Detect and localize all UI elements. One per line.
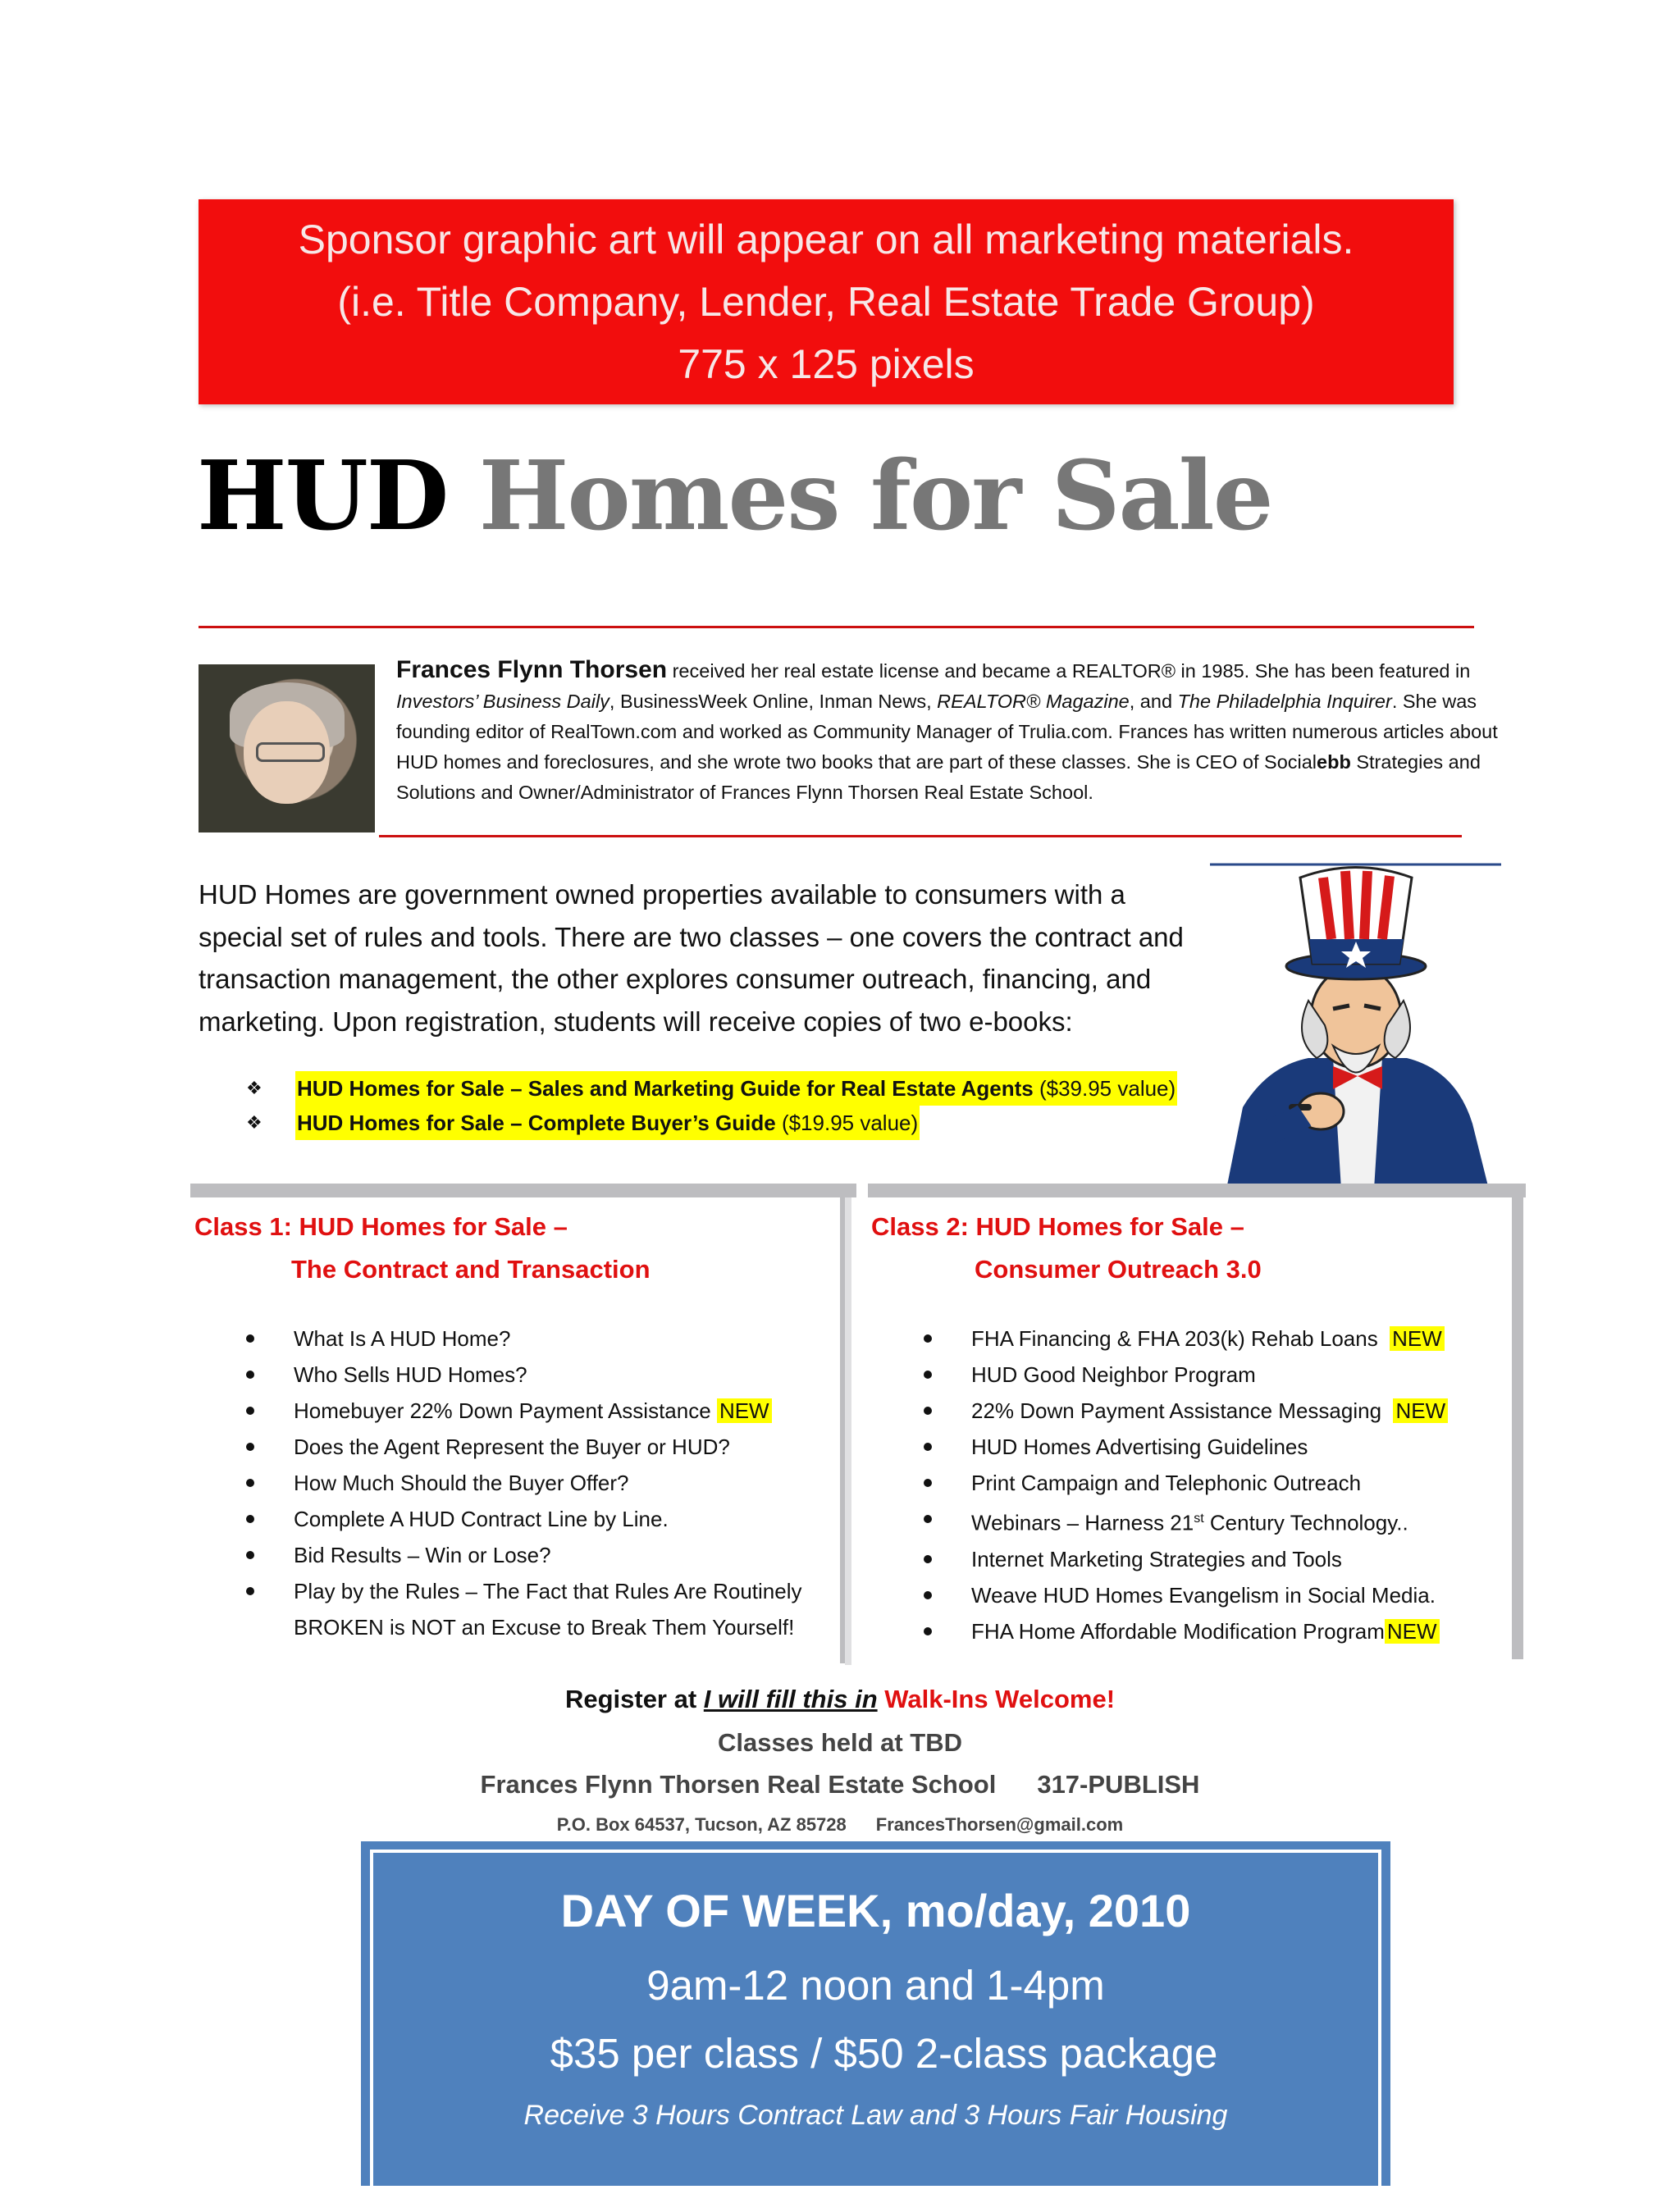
new-badge: NEW [1393,1398,1448,1423]
class1-panel-top [190,1184,856,1197]
title-divider [199,626,1474,628]
ebook-value: ($39.95 value) [1033,1076,1176,1101]
author-bio [396,655,1536,808]
ebook-title: HUD Homes for Sale – Sales and Marketing Guide for Real Estate Agents [297,1076,1034,1101]
ebook-item [246,1071,1177,1106]
list-item: What Is A HUD Home? [294,1321,819,1357]
ebook-list [246,1071,1177,1140]
class2-heading-line2: Consumer Outreach 3.0 [975,1255,1262,1284]
bio-text: . She was founding editor of RealTown.com and worked as Community Manager of Trulia.com. Frances has written numerous articles about HUD homes and foreclosures, and she wrote two books that are part of these classes. She is CEO of Social [396,691,1498,773]
new-badge: NEW [717,1398,772,1423]
class1-heading-line1: Class 1: HUD Homes for Sale – [194,1212,568,1241]
bio-text: Strategies and Solutions and Owner/Administrator of Frances Flynn Thorsen Real Estate School. [396,751,1481,803]
schedule-box [361,1841,1390,2186]
class1-topics [294,1321,819,1645]
class2-panel-side [1512,1184,1523,1659]
list-item: Play by the Rules – The Fact that Rules Are Routinely BROKEN is NOT an Excuse to Break Them Yourself! [294,1573,819,1645]
list-item: Does the Agent Represent the Buyer or HUD? [294,1429,819,1465]
bio-text: , and [1129,691,1178,712]
page-title [197,439,1272,554]
diamond-bullet-icon: ❖ [246,1112,262,1133]
class1-heading [194,1206,651,1291]
ebook-item [246,1106,1177,1140]
bio-brand: ebb [1317,751,1351,773]
list-item: Print Campaign and Telephonic Outreach [971,1465,1496,1501]
bio-publication: The Philadelphia Inquirer [1177,691,1392,712]
school-line [0,1770,1680,1799]
sponsor-banner [199,199,1454,404]
register-line [0,1685,1680,1714]
list-item: Bid Results – Win or Lose? [294,1537,819,1573]
list-item: Complete A HUD Contract Line by Line. [294,1501,819,1537]
list-item: HUD Good Neighbor Program [971,1357,1496,1393]
school-email[interactable]: FrancesThorsen@gmail.com [875,1814,1124,1835]
class2-panel-left-edge [845,1197,851,1665]
bio-publication: REALTOR® Magazine [937,691,1130,712]
class2-panel-top [868,1184,1526,1197]
author-name: Frances Flynn Thorsen [396,656,668,683]
class2-heading [871,1206,1262,1291]
register-prefix: Register at [564,1685,704,1713]
intro-paragraph: HUD Homes are government owned properties available to consumers with a special set of rules and tools. There are two classes – one covers the contract and transaction management, the other explores consumer outreach, financing, and marketing. Upon registration, students will receive copies of two e-books: [199,879,1184,1037]
bio-text: , BusinessWeek Online, Inman News, [609,691,938,712]
list-item: Weave HUD Homes Evangelism in Social Media. [971,1577,1496,1613]
author-photo [199,664,375,832]
title-hud: HUD [197,440,448,552]
banner-line-2: (i.e. Title Company, Lender, Real Estate Trade Group) [337,279,1315,325]
walkins-text: Walk-Ins Welcome! [877,1685,1116,1713]
school-address: P.O. Box 64537, Tucson, AZ 85728 [556,1814,847,1835]
banner-line-1: Sponsor graphic art will appear on all marketing materials. [298,217,1354,262]
address-line [0,1814,1680,1836]
bio-divider [379,835,1462,837]
classes-location: Classes held at TBD [717,1728,963,1757]
new-badge: NEW [1385,1619,1440,1644]
ebook-title: HUD Homes for Sale – Complete Buyer’s Guide [297,1111,776,1135]
list-item: Webinars – Harness 21st Century Technology.. [971,1501,1496,1541]
diamond-bullet-icon: ❖ [246,1078,262,1098]
list-item: 22% Down Payment Assistance Messaging NEW [971,1393,1496,1429]
list-item: HUD Homes Advertising Guidelines [971,1429,1496,1465]
bio-publication: Investors’ Business Daily [396,691,609,712]
schedule-time: 9am-12 noon and 1-4pm [646,1962,1105,2009]
ebook-value: ($19.95 value) [775,1111,919,1135]
school-phone: 317-PUBLISH [1037,1770,1200,1799]
class2-heading-line1: Class 2: HUD Homes for Sale – [871,1212,1244,1241]
title-rest: Homes for Sale [478,440,1272,552]
list-item: FHA Financing & FHA 203(k) Rehab Loans NEW [971,1321,1496,1357]
list-item: Internet Marketing Strategies and Tools [971,1541,1496,1577]
bio-text: received her real estate license and became a REALTOR® in 1985. She has been featured in [667,660,1471,682]
list-item: How Much Should the Buyer Offer? [294,1465,819,1501]
schedule-date: DAY OF WEEK, mo/day, 2010 [560,1885,1191,1936]
schedule-price: $35 per class / $50 2-class package [550,2030,1218,2077]
list-item: Who Sells HUD Homes? [294,1357,819,1393]
school-name: Frances Flynn Thorsen Real Estate School [480,1770,997,1799]
list-item: Homebuyer 22% Down Payment Assistance NEW [294,1393,819,1429]
uncle-sam-illustration [1210,861,1501,1189]
list-item: FHA Home Affordable Modification Program NEW [971,1613,1496,1649]
schedule-credit: Receive 3 Hours Contract Law and 3 Hours Fair Housing [523,2100,1228,2131]
new-badge: NEW [1390,1326,1445,1351]
class2-topics [971,1321,1496,1649]
register-link[interactable]: I will fill this in [703,1685,878,1713]
banner-line-3: 775 x 125 pixels [678,341,975,387]
class1-heading-line2: The Contract and Transaction [291,1255,651,1284]
